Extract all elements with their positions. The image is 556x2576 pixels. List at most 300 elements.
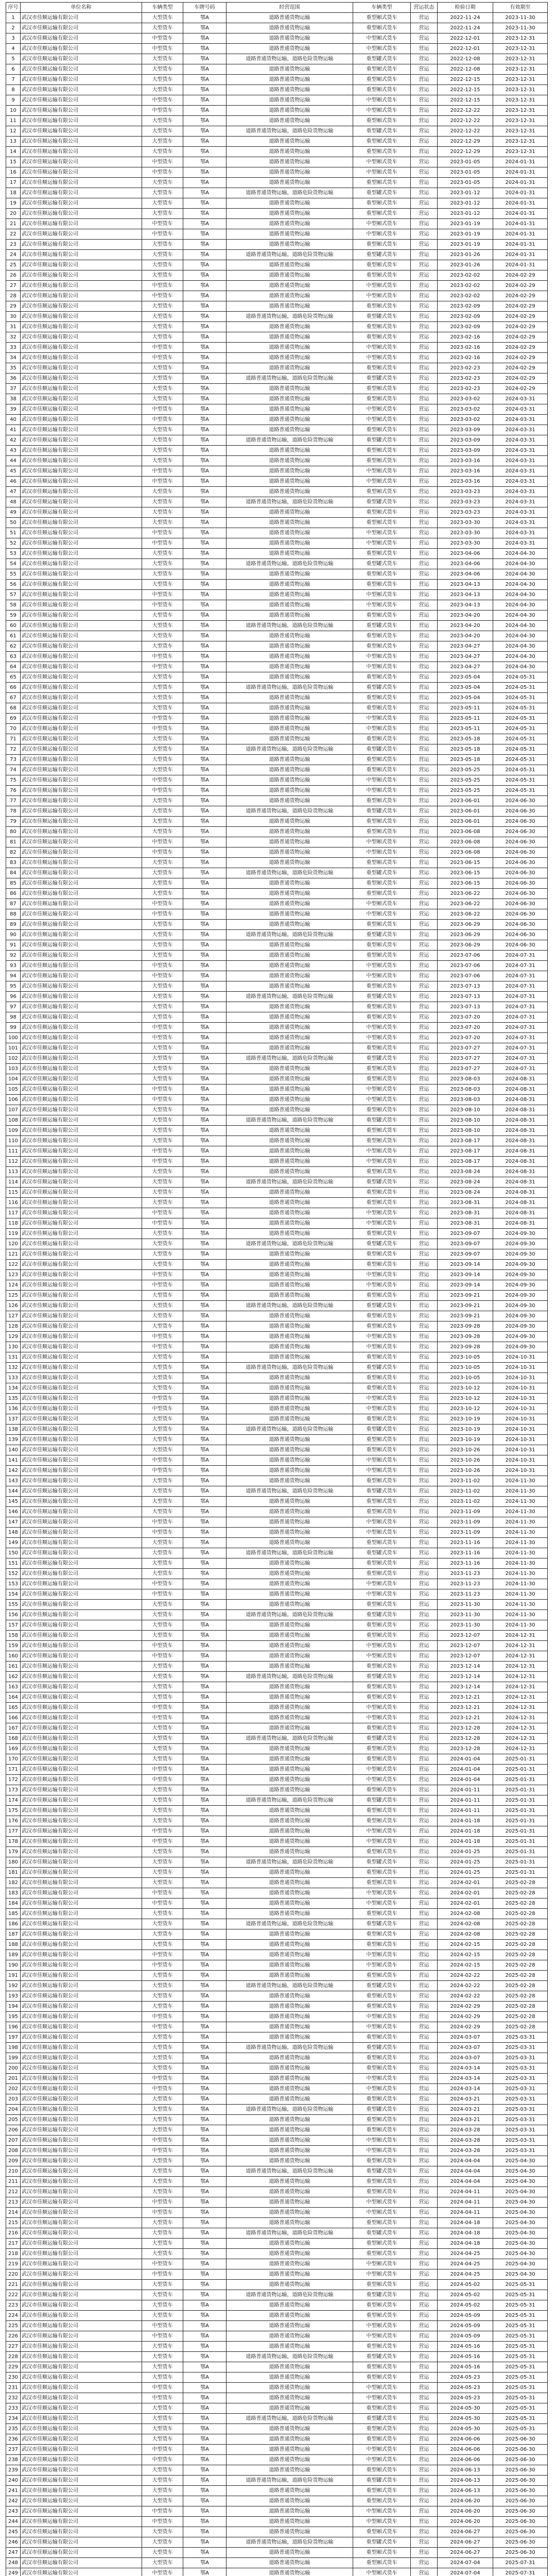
- cell-index: 243: [6, 2506, 21, 2517]
- cell-index: 36: [6, 374, 21, 384]
- cell-plate: 鄂A: [183, 343, 227, 353]
- cell-vehicle-class: 中型货车: [142, 1332, 183, 1342]
- cell-index: 118: [6, 1218, 21, 1229]
- cell-vehicle-type: 重型厢式货车: [353, 1878, 411, 1888]
- cell-company: 武汉市佳顺运输有限公司: [21, 1425, 142, 1435]
- cell-status: 营运: [411, 487, 438, 497]
- cell-vehicle-type: 中型厢式货车: [353, 2269, 411, 2280]
- cell-inspection-date: 2023-02-23: [438, 363, 493, 374]
- cell-business-scope: 道路普通货物运输，道路危险货物运输: [227, 930, 353, 940]
- cell-business-scope: 道路普通货物运输: [227, 415, 353, 425]
- cell-business-scope: 道路普通货物运输: [227, 1157, 353, 1167]
- cell-vehicle-type: 重型罐式货车: [353, 126, 411, 137]
- cell-vehicle-type: 重型厢式货车: [353, 2434, 411, 2445]
- cell-business-scope: 道路普通货物运输: [227, 796, 353, 806]
- cell-status: 营运: [411, 116, 438, 126]
- cell-company: 武汉市佳顺运输有限公司: [21, 1837, 142, 1847]
- cell-business-scope: 道路普通货物运输: [227, 528, 353, 538]
- cell-vehicle-type: 重型厢式货车: [353, 1291, 411, 1301]
- cell-inspection-date: 2023-06-15: [438, 868, 493, 878]
- cell-valid-until: 2025-01-31: [493, 1857, 548, 1868]
- cell-company: 武汉市佳顺运输有限公司: [21, 219, 142, 229]
- cell-status: 营运: [411, 1620, 438, 1631]
- cell-inspection-date: 2023-09-21: [438, 1301, 493, 1311]
- cell-company: 武汉市佳顺运输有限公司: [21, 64, 142, 75]
- cell-status: 营运: [411, 1486, 438, 1497]
- cell-inspection-date: 2023-10-26: [438, 1455, 493, 1466]
- cell-business-scope: 道路普通货物运输: [227, 1352, 353, 1363]
- cell-plate: 鄂A: [183, 2187, 227, 2197]
- cell-business-scope: 道路普通货物运输: [227, 332, 353, 343]
- cell-vehicle-type: 重型罐式货车: [353, 1672, 411, 1682]
- cell-status: 营运: [411, 1569, 438, 1579]
- cell-status: 营运: [411, 466, 438, 477]
- cell-status: 营运: [411, 2259, 438, 2269]
- cell-status: 营运: [411, 796, 438, 806]
- table-row: [6, 1074, 548, 1084]
- cell-inspection-date: 2024-02-01: [438, 1899, 493, 1909]
- cell-valid-until: 2024-04-30: [493, 652, 548, 662]
- cell-inspection-date: 2023-06-15: [438, 878, 493, 889]
- cell-company: 武汉市佳顺运输有限公司: [21, 2074, 142, 2084]
- cell-vehicle-class: 中型货车: [142, 33, 183, 44]
- cell-valid-until: 2025-02-28: [493, 1971, 548, 1981]
- cell-status: 营运: [411, 2249, 438, 2259]
- cell-valid-until: 2025-03-31: [493, 2074, 548, 2084]
- cell-inspection-date: 2024-06-13: [438, 2465, 493, 2476]
- cell-business-scope: 道路普通货物运输，道路危险货物运输: [227, 497, 353, 507]
- cell-plate: 鄂A: [183, 590, 227, 600]
- cell-index: 218: [6, 2249, 21, 2259]
- cell-business-scope: 道路普通货物运输，道路危险货物运输: [227, 1857, 353, 1868]
- cell-company: 武汉市佳顺运输有限公司: [21, 848, 142, 858]
- cell-valid-until: 2025-01-31: [493, 1868, 548, 1878]
- cell-plate: 鄂A: [183, 425, 227, 435]
- table-row: [6, 1414, 548, 1425]
- cell-inspection-date: 2022-12-15: [438, 95, 493, 106]
- table-row: [6, 1723, 548, 1734]
- table-row: [6, 229, 548, 240]
- table-row: [6, 971, 548, 981]
- cell-company: 武汉市佳顺运输有限公司: [21, 1466, 142, 1476]
- cell-valid-until: 2024-03-31: [493, 394, 548, 404]
- cell-index: 52: [6, 538, 21, 549]
- cell-plate: 鄂A: [183, 796, 227, 806]
- cell-status: 营运: [411, 2084, 438, 2094]
- cell-valid-until: 2025-05-31: [493, 2290, 548, 2300]
- cell-valid-until: 2024-01-31: [493, 178, 548, 188]
- cell-index: 154: [6, 1589, 21, 1600]
- cell-business-scope: 道路普通货物运输，道路危险货物运输: [227, 2414, 353, 2424]
- cell-plate: 鄂A: [183, 384, 227, 394]
- cell-plate: 鄂A: [183, 1239, 227, 1249]
- cell-inspection-date: 2024-05-30: [438, 2403, 493, 2414]
- cell-valid-until: 2025-06-30: [493, 2434, 548, 2445]
- cell-business-scope: 道路普通货物运输: [227, 363, 353, 374]
- table-row: [6, 1270, 548, 1280]
- cell-status: 营运: [411, 580, 438, 590]
- cell-vehicle-type: 重型厢式货车: [353, 1373, 411, 1383]
- cell-inspection-date: 2023-03-09: [438, 446, 493, 456]
- table-row: [6, 1043, 548, 1054]
- cell-company: 武汉市佳顺运输有限公司: [21, 1589, 142, 1600]
- cell-company: 武汉市佳顺运输有限公司: [21, 1260, 142, 1270]
- cell-business-scope: 道路普通货物运输: [227, 209, 353, 219]
- table-row: [6, 1136, 548, 1146]
- cell-index: 46: [6, 477, 21, 487]
- cell-vehicle-type: 中型厢式货车: [353, 2084, 411, 2094]
- cell-inspection-date: 2023-06-08: [438, 848, 493, 858]
- cell-index: 54: [6, 559, 21, 569]
- cell-vehicle-type: 中型厢式货车: [353, 2197, 411, 2208]
- cell-company: 武汉市佳顺运输有限公司: [21, 940, 142, 951]
- cell-status: 营运: [411, 435, 438, 446]
- cell-index: 203: [6, 2094, 21, 2105]
- cell-vehicle-type: 重型厢式货车: [353, 1414, 411, 1425]
- table-row: [6, 1321, 548, 1332]
- cell-company: 武汉市佳顺运输有限公司: [21, 2342, 142, 2352]
- cell-vehicle-type: 重型厢式货车: [353, 446, 411, 456]
- cell-status: 营运: [411, 219, 438, 229]
- cell-index: 130: [6, 1342, 21, 1352]
- cell-valid-until: 2024-05-31: [493, 714, 548, 724]
- cell-business-scope: 道路普通货物运输: [227, 157, 353, 167]
- cell-inspection-date: 2024-01-18: [438, 1837, 493, 1847]
- cell-inspection-date: 2023-05-04: [438, 683, 493, 693]
- cell-index: 224: [6, 2311, 21, 2321]
- cell-inspection-date: 2022-12-22: [438, 126, 493, 137]
- cell-inspection-date: 2022-12-22: [438, 106, 493, 116]
- cell-valid-until: 2024-07-31: [493, 1002, 548, 1012]
- cell-business-scope: 道路普通货物运输: [227, 961, 353, 971]
- cell-valid-until: 2024-07-31: [493, 1064, 548, 1074]
- cell-plate: 鄂A: [183, 1682, 227, 1692]
- table-row: [6, 2568, 548, 2576]
- cell-inspection-date: 2023-03-02: [438, 404, 493, 415]
- cell-plate: 鄂A: [183, 126, 227, 137]
- cell-plate: 鄂A: [183, 734, 227, 744]
- cell-vehicle-type: 中型厢式货车: [353, 106, 411, 116]
- table-row: [6, 961, 548, 971]
- cell-status: 营运: [411, 2105, 438, 2115]
- table-row: [6, 1754, 548, 1765]
- cell-inspection-date: 2024-04-11: [438, 2197, 493, 2208]
- cell-vehicle-type: 重型厢式货车: [353, 260, 411, 270]
- cell-index: 125: [6, 1291, 21, 1301]
- cell-status: 营运: [411, 1940, 438, 1950]
- table-row: [6, 2136, 548, 2146]
- cell-valid-until: 2024-12-31: [493, 1692, 548, 1703]
- cell-index: 214: [6, 2208, 21, 2218]
- cell-inspection-date: 2024-05-02: [438, 2290, 493, 2300]
- cell-vehicle-type: 中型厢式货车: [353, 291, 411, 301]
- cell-plate: 鄂A: [183, 2300, 227, 2311]
- cell-valid-until: 2024-08-31: [493, 1188, 548, 1198]
- table-row: [6, 1404, 548, 1414]
- cell-inspection-date: 2023-07-20: [438, 1023, 493, 1033]
- cell-inspection-date: 2023-02-09: [438, 322, 493, 332]
- cell-company: 武汉市佳顺运输有限公司: [21, 1002, 142, 1012]
- cell-index: 86: [6, 889, 21, 899]
- cell-inspection-date: 2023-04-06: [438, 569, 493, 580]
- cell-company: 武汉市佳顺运输有限公司: [21, 806, 142, 817]
- cell-inspection-date: 2022-12-15: [438, 85, 493, 95]
- cell-company: 武汉市佳顺运输有限公司: [21, 1795, 142, 1806]
- cell-valid-until: 2024-06-30: [493, 878, 548, 889]
- cell-vehicle-class: 大型货车: [142, 301, 183, 312]
- cell-vehicle-class: 中型货车: [142, 899, 183, 909]
- cell-valid-until: 2024-11-30: [493, 1600, 548, 1610]
- cell-vehicle-type: 重型厢式货车: [353, 85, 411, 95]
- cell-company: 武汉市佳顺运输有限公司: [21, 2434, 142, 2445]
- cell-vehicle-type: 重型厢式货车: [353, 394, 411, 404]
- cell-plate: 鄂A: [183, 250, 227, 260]
- table-row: [6, 1548, 548, 1558]
- cell-business-scope: 道路普通货物运输: [227, 44, 353, 54]
- cell-vehicle-class: 大型货车: [142, 2002, 183, 2012]
- cell-company: 武汉市佳顺运输有限公司: [21, 899, 142, 909]
- cell-index: 27: [6, 281, 21, 291]
- cell-vehicle-class: 大型货车: [142, 1260, 183, 1270]
- cell-business-scope: 道路普通货物运输，道路危险货物运输: [227, 1054, 353, 1064]
- cell-vehicle-class: 中型货车: [142, 2517, 183, 2527]
- cell-index: 158: [6, 1631, 21, 1641]
- cell-plate: 鄂A: [183, 2012, 227, 2022]
- cell-index: 110: [6, 1136, 21, 1146]
- cell-inspection-date: 2022-12-15: [438, 75, 493, 85]
- cell-vehicle-type: 中型厢式货车: [353, 662, 411, 672]
- cell-business-scope: 道路普通货物运输: [227, 2342, 353, 2352]
- cell-vehicle-class: 大型货车: [142, 456, 183, 466]
- cell-plate: 鄂A: [183, 301, 227, 312]
- cell-valid-until: 2024-11-30: [493, 1528, 548, 1538]
- cell-vehicle-type: 重型厢式货车: [353, 209, 411, 219]
- cell-status: 营运: [411, 2445, 438, 2455]
- cell-inspection-date: 2023-03-23: [438, 487, 493, 497]
- cell-company: 武汉市佳顺运输有限公司: [21, 1641, 142, 1651]
- cell-business-scope: 道路普通货物运输: [227, 1682, 353, 1692]
- cell-plate: 鄂A: [183, 507, 227, 518]
- cell-index: 208: [6, 2146, 21, 2156]
- cell-company: 武汉市佳顺运输有限公司: [21, 497, 142, 507]
- cell-vehicle-class: 大型货车: [142, 2342, 183, 2352]
- cell-index: 177: [6, 1826, 21, 1837]
- cell-status: 营运: [411, 1404, 438, 1414]
- cell-vehicle-type: 重型厢式货车: [353, 198, 411, 209]
- table-row: [6, 209, 548, 219]
- cell-plate: 鄂A: [183, 1600, 227, 1610]
- cell-inspection-date: 2024-06-20: [438, 2517, 493, 2527]
- cell-index: 142: [6, 1466, 21, 1476]
- cell-index: 16: [6, 167, 21, 178]
- cell-index: 50: [6, 518, 21, 528]
- cell-inspection-date: 2023-12-21: [438, 1692, 493, 1703]
- cell-status: 营运: [411, 1270, 438, 1280]
- cell-vehicle-class: 大型货车: [142, 1558, 183, 1569]
- cell-index: 191: [6, 1971, 21, 1981]
- cell-company: 武汉市佳顺运输有限公司: [21, 2125, 142, 2136]
- cell-vehicle-type: 重型厢式货车: [353, 1971, 411, 1981]
- cell-business-scope: 道路普通货物运输: [227, 1095, 353, 1105]
- cell-index: 44: [6, 456, 21, 466]
- cell-business-scope: 道路普通货物运输: [227, 1229, 353, 1239]
- table-row: [6, 116, 548, 126]
- cell-vehicle-class: 大型货车: [142, 1167, 183, 1177]
- cell-index: 32: [6, 332, 21, 343]
- cell-company: 武汉市佳顺运输有限公司: [21, 312, 142, 322]
- cell-status: 营运: [411, 1785, 438, 1795]
- cell-inspection-date: 2024-02-29: [438, 2012, 493, 2022]
- cell-valid-until: 2025-02-28: [493, 1929, 548, 1940]
- cell-vehicle-type: 重型厢式货车: [353, 1136, 411, 1146]
- cell-inspection-date: 2023-06-29: [438, 920, 493, 930]
- cell-business-scope: 道路普通货物运输，道路危险货物运输: [227, 1177, 353, 1188]
- cell-vehicle-class: 中型货车: [142, 1404, 183, 1414]
- cell-company: 武汉市佳顺运输有限公司: [21, 2032, 142, 2043]
- cell-index: 148: [6, 1528, 21, 1538]
- table-row: [6, 2476, 548, 2486]
- cell-index: 133: [6, 1373, 21, 1383]
- cell-inspection-date: 2022-12-08: [438, 64, 493, 75]
- cell-status: 营运: [411, 1589, 438, 1600]
- cell-business-scope: 道路普通货物运输: [227, 1631, 353, 1641]
- cell-company: 武汉市佳顺运输有限公司: [21, 662, 142, 672]
- cell-company: 武汉市佳顺运输有限公司: [21, 837, 142, 848]
- cell-inspection-date: 2024-01-25: [438, 1847, 493, 1857]
- cell-company: 武汉市佳顺运输有限公司: [21, 951, 142, 961]
- cell-inspection-date: 2023-04-20: [438, 611, 493, 621]
- cell-business-scope: 道路普通货物运输: [227, 1775, 353, 1785]
- cell-valid-until: 2025-03-31: [493, 2084, 548, 2094]
- cell-plate: 鄂A: [183, 549, 227, 559]
- cell-vehicle-type: 中型厢式货车: [353, 848, 411, 858]
- cell-valid-until: 2024-04-30: [493, 590, 548, 600]
- cell-company: 武汉市佳顺运输有限公司: [21, 2486, 142, 2496]
- table-row: [6, 580, 548, 590]
- cell-status: 营运: [411, 1909, 438, 1919]
- cell-business-scope: 道路普通货物运输: [227, 1043, 353, 1054]
- table-row: [6, 2362, 548, 2372]
- cell-plate: 鄂A: [183, 1270, 227, 1280]
- cell-plate: 鄂A: [183, 1311, 227, 1321]
- table-row: [6, 1208, 548, 1218]
- cell-business-scope: 道路普通货物运输: [227, 1033, 353, 1043]
- cell-business-scope: 道路普通货物运输: [227, 1579, 353, 1589]
- cell-valid-until: 2024-09-30: [493, 1270, 548, 1280]
- cell-company: 武汉市佳顺运输有限公司: [21, 930, 142, 940]
- table-row: [6, 2094, 548, 2105]
- table-row: [6, 1394, 548, 1404]
- cell-vehicle-class: 中型货车: [142, 2455, 183, 2465]
- cell-plate: 鄂A: [183, 981, 227, 992]
- cell-status: 营运: [411, 425, 438, 435]
- cell-business-scope: 道路普通货物运输: [227, 2424, 353, 2434]
- cell-plate: 鄂A: [183, 23, 227, 33]
- cell-index: 40: [6, 415, 21, 425]
- cell-inspection-date: 2023-10-05: [438, 1352, 493, 1363]
- cell-vehicle-class: 大型货车: [142, 817, 183, 827]
- cell-business-scope: 道路普通货物运输: [227, 714, 353, 724]
- cell-status: 营运: [411, 1497, 438, 1507]
- cell-company: 武汉市佳顺运输有限公司: [21, 2228, 142, 2239]
- cell-business-scope: 道路普通货物运输，道路危险货物运输: [227, 1425, 353, 1435]
- cell-vehicle-type: 重型厢式货车: [353, 301, 411, 312]
- cell-company: 武汉市佳顺运输有限公司: [21, 1239, 142, 1249]
- cell-plate: 鄂A: [183, 528, 227, 538]
- cell-vehicle-class: 大型货车: [142, 1919, 183, 1929]
- cell-vehicle-class: 大型货车: [142, 2362, 183, 2372]
- cell-company: 武汉市佳顺运输有限公司: [21, 2496, 142, 2506]
- cell-vehicle-class: 大型货车: [142, 188, 183, 198]
- cell-business-scope: 道路普通货物运输: [227, 260, 353, 270]
- cell-valid-until: 2023-12-31: [493, 106, 548, 116]
- col-header-index: 序号: [6, 3, 21, 13]
- cell-business-scope: 道路普通货物运输: [227, 1445, 353, 1455]
- cell-vehicle-class: 大型货车: [142, 1126, 183, 1136]
- cell-index: 189: [6, 1950, 21, 1960]
- cell-company: 武汉市佳顺运输有限公司: [21, 1857, 142, 1868]
- cell-vehicle-type: 中型厢式货车: [353, 1826, 411, 1837]
- cell-business-scope: 道路普通货物运输: [227, 2074, 353, 2084]
- cell-inspection-date: 2023-08-17: [438, 1136, 493, 1146]
- cell-valid-until: 2024-10-31: [493, 1383, 548, 1394]
- cell-status: 营运: [411, 1754, 438, 1765]
- cell-company: 武汉市佳顺运输有限公司: [21, 1806, 142, 1816]
- table-row: [6, 2352, 548, 2362]
- cell-vehicle-class: 大型货车: [142, 1847, 183, 1857]
- cell-business-scope: 道路普通货物运输: [227, 1136, 353, 1146]
- table-row: [6, 1538, 548, 1548]
- cell-vehicle-class: 大型货车: [142, 137, 183, 147]
- cell-index: 198: [6, 2043, 21, 2053]
- cell-valid-until: 2023-12-31: [493, 95, 548, 106]
- cell-vehicle-type: 重型厢式货车: [353, 1631, 411, 1641]
- cell-inspection-date: 2023-02-09: [438, 301, 493, 312]
- cell-plate: 鄂A: [183, 466, 227, 477]
- cell-vehicle-class: 中型货车: [142, 1218, 183, 1229]
- cell-vehicle-class: 大型货车: [142, 2115, 183, 2125]
- cell-status: 营运: [411, 981, 438, 992]
- table-row: [6, 435, 548, 446]
- cell-vehicle-class: 大型货车: [142, 2300, 183, 2311]
- cell-vehicle-class: 中型货车: [142, 1466, 183, 1476]
- cell-vehicle-type: 重型厢式货车: [353, 2527, 411, 2537]
- cell-business-scope: 道路普通货物运输: [227, 2372, 353, 2383]
- cell-valid-until: 2024-04-30: [493, 621, 548, 631]
- cell-plate: 鄂A: [183, 415, 227, 425]
- cell-business-scope: 道路普通货物运输: [227, 178, 353, 188]
- cell-business-scope: 道路普通货物运输，道路危险货物运输: [227, 1734, 353, 1744]
- cell-index: 132: [6, 1363, 21, 1373]
- table-row: [6, 2455, 548, 2465]
- cell-business-scope: 道路普通货物运输: [227, 1662, 353, 1672]
- cell-inspection-date: 2023-11-09: [438, 1507, 493, 1517]
- cell-company: 武汉市佳顺运输有限公司: [21, 2053, 142, 2063]
- col-header-business-scope: 经营范围: [227, 3, 353, 13]
- cell-vehicle-type: 重型厢式货车: [353, 940, 411, 951]
- cell-vehicle-class: 中型货车: [142, 2074, 183, 2084]
- cell-inspection-date: 2024-02-01: [438, 1878, 493, 1888]
- cell-vehicle-type: 重型厢式货车: [353, 1569, 411, 1579]
- cell-vehicle-type: 重型厢式货车: [353, 2063, 411, 2074]
- cell-status: 营运: [411, 2342, 438, 2352]
- cell-vehicle-class: 中型货车: [142, 1084, 183, 1095]
- table-row: [6, 734, 548, 744]
- cell-status: 营运: [411, 2280, 438, 2290]
- cell-plate: 鄂A: [183, 2548, 227, 2558]
- table-row: [6, 930, 548, 940]
- cell-status: 营运: [411, 1002, 438, 1012]
